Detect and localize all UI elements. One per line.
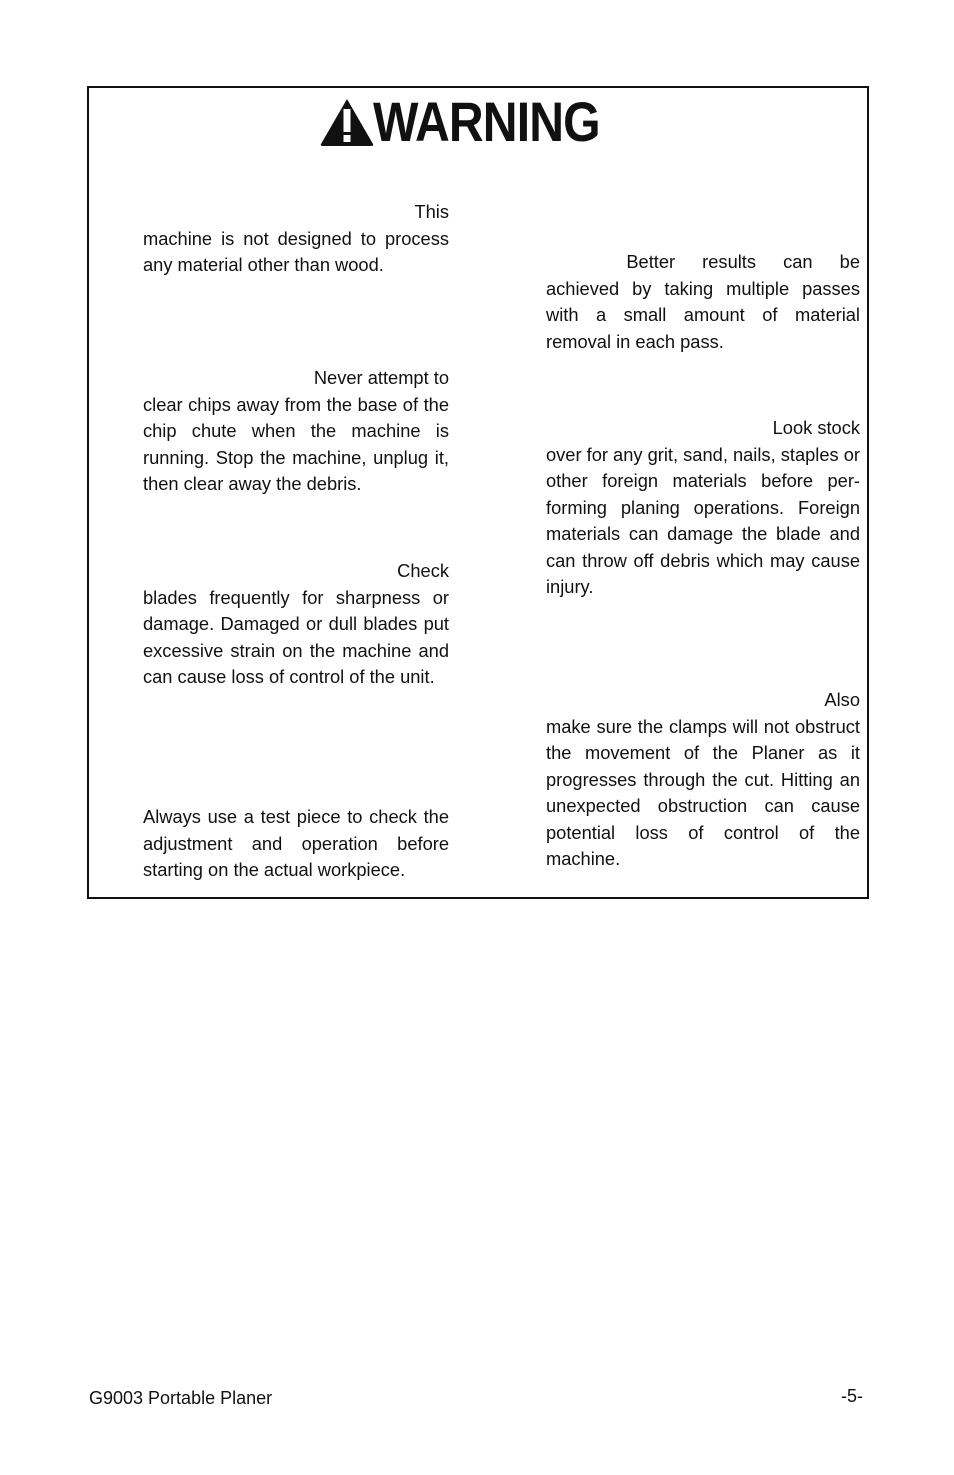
warning-item-multiple-passes (546, 249, 860, 355)
item-lead: Also (824, 689, 860, 710)
item-text: Always use a test piece to check the adjustment and operation before starting on the actual workpiece. (143, 806, 449, 880)
item-text: blades frequently for sharpness or damage. Damaged or dull blades put excessive strain on the machine and can cause loss of control of the unit. (143, 586, 449, 687)
warning-item-clamps (546, 687, 860, 873)
item-text: clear chips away from the base of the chip chute when the machine is running. Stop the machine, unplug it, then clear away the debris. (143, 393, 449, 494)
footer-title: G9003 Portable Planer (89, 1388, 273, 1408)
item-lead: Check (397, 560, 449, 581)
warning-item-wood-only (143, 199, 449, 279)
warning-item-test-piece (143, 804, 449, 884)
page-number: -5- (841, 1386, 863, 1406)
item-lead: Never attempt to (313, 367, 449, 388)
warning-header (89, 90, 867, 153)
item-text: make sure the clamps will not obstruct the movement of the Planer as it progresses through the cut. Hitting an unexpected obstruction can cause potential loss of control of the machine. (546, 715, 860, 869)
warning-title: WARNING (373, 90, 600, 153)
warning-triangle-icon (319, 97, 375, 147)
warning-item-inspect-stock (546, 415, 860, 601)
item-lead: This (414, 201, 449, 222)
item-text: machine is not designed to process any material other than wood. (143, 227, 449, 275)
item-text: over for any grit, sand, nails, staples or other foreign materials before per-forming planing operations. Foreign materials can damage the blade and can throw off debris which may cause injury. (546, 443, 860, 597)
item-text: achieved by taking multiple passes with a small amount of material removal in each pass. (546, 277, 860, 352)
warning-item-check-blades (143, 558, 449, 691)
warning-item-clear-chips (143, 365, 449, 498)
item-lead: Look stock (772, 417, 860, 438)
warning-box (87, 86, 869, 899)
item-lead: Better results can be (626, 251, 860, 272)
